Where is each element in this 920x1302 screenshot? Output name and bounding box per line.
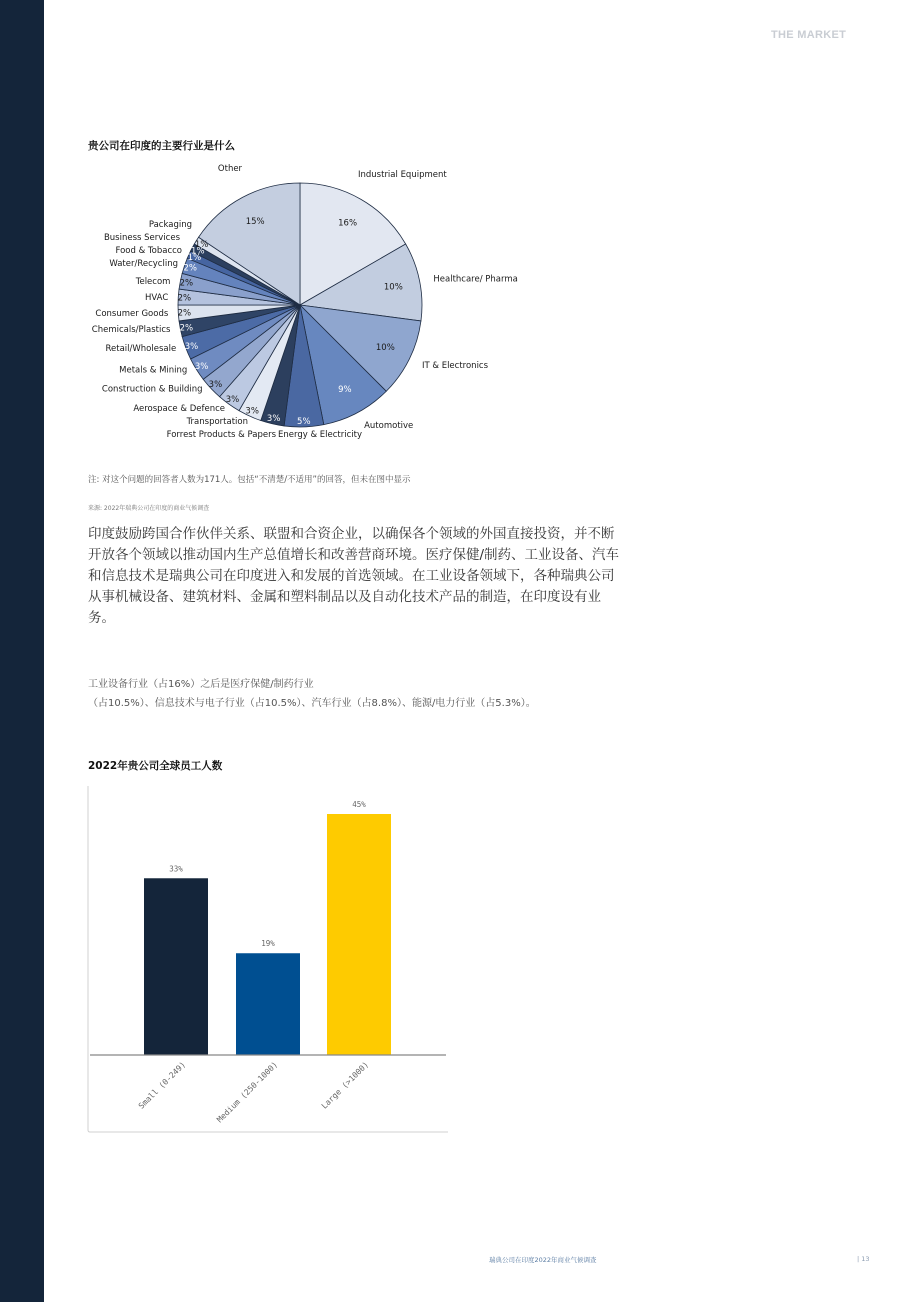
pie-value-label: 2% — [183, 263, 198, 274]
pie-value-label: 2% — [179, 323, 194, 334]
bar-chart — [86, 786, 450, 1136]
pie-chart-source: 来源: 2022年瑞典公司在印度的商业气候调查 — [88, 505, 210, 512]
bar-medium-250-1000 — [236, 953, 300, 1055]
sidebar-band — [0, 0, 44, 1302]
pie-value-label: 16% — [338, 218, 358, 229]
pie-category-label: Aerospace & Defence — [133, 404, 225, 414]
bar-value-label: 19% — [261, 939, 275, 949]
bar-value-label: 45% — [352, 800, 366, 809]
footer-text: 瑞典公司在印度2022年商业气候调查 — [489, 1256, 597, 1264]
pie-value-label: 3% — [194, 362, 209, 373]
body-paragraph: 印度鼓励跨国合作伙伴关系、联盟和合资企业，以确保各个领域的外国直接投资，并不断开放各个领域以推动国内生产总值增长和改善营商环境。医疗保健/制药、工业设备、汽车和信息技术是瑞典公司在印度进入和发展的首选领域。在工业设备领域下，各种瑞典公司从事机械设备、建筑材料、金属和塑料制品以及自动化技术产品的制造，在印度设有业务。 — [88, 526, 620, 626]
pie-value-label: 10% — [383, 282, 403, 293]
pie-value-label: 15% — [245, 217, 265, 228]
summary-line-2: （占10.5%）、信息技术与电子行业（占10.5%）、汽车行业（占8.8%）、能源/电力行业（占5.3%）。 — [88, 698, 536, 709]
pie-chart-note: 注: 对这个问题的回答者人数为171人。包括“不清楚/不适用”的回答，但未在图中显示 — [88, 475, 411, 485]
bar-small-0-249 — [144, 878, 208, 1055]
summary-line-1: 工业设备行业（占16%）之后是医疗保健/制药行业 — [88, 679, 314, 690]
pie-category-label: Chemicals/Plastics — [91, 324, 171, 335]
pie-value-label: 2% — [177, 293, 192, 304]
pie-category-label: Construction & Building — [101, 384, 203, 395]
pie-value-label: 2% — [177, 308, 192, 319]
page-number: | 13 — [857, 1255, 870, 1263]
pie-category-label: Other — [217, 164, 243, 174]
pie-category-label: Consumer Goods — [95, 308, 169, 319]
pie-value-label: 3% — [225, 395, 240, 406]
bar-value-label: 33% — [169, 864, 183, 874]
pie-category-label: Food & Tobacco — [115, 246, 182, 256]
pie-category-label: Transportation — [186, 417, 248, 427]
pie-category-label: HVAC — [145, 293, 169, 304]
bar-category-label: Medium (250-1000) — [215, 1060, 280, 1125]
pie-value-label: 5% — [297, 416, 311, 427]
pie-category-label: Business Services — [103, 233, 180, 243]
pie-value-label: 10% — [375, 343, 395, 354]
pie-value-label: 1% — [187, 253, 202, 264]
pie-value-label: 1% — [191, 246, 205, 257]
pie-chart-title: 贵公司在印度的主要行业是什么 — [88, 140, 235, 152]
bar-large-1000 — [327, 814, 391, 1055]
pie-category-label: Forrest Products & Papers — [166, 430, 276, 440]
pie-value-label: 3% — [266, 413, 281, 424]
pie-value-label: 3% — [208, 380, 223, 391]
pie-value-label: 3% — [184, 341, 199, 352]
pie-category-label: Healthcare/ Pharma — [433, 274, 518, 285]
pie-category-label: Industrial Equipment — [358, 170, 447, 180]
bar-category-label: Small (0-249) — [136, 1060, 188, 1111]
pie-chart — [86, 164, 526, 452]
pie-value-label: 2% — [179, 278, 194, 289]
section-label: THE MARKET — [771, 29, 847, 41]
pie-value-label: 9% — [338, 384, 352, 395]
pie-category-label: Water/Recycling — [109, 259, 178, 269]
pie-category-label: Automotive — [364, 420, 414, 431]
pie-category-label: Energy & Electricity — [278, 430, 363, 440]
bar-chart-title: 2022年贵公司全球员工人数 — [88, 760, 223, 772]
pie-value-label: 3% — [245, 406, 259, 417]
pie-category-label: Telecom — [135, 277, 171, 288]
pie-category-label: Metals & Mining — [119, 365, 188, 376]
pie-category-label: Retail/Wholesale — [105, 343, 177, 354]
pie-category-label: IT & Electronics — [421, 361, 489, 372]
bar-category-label: Large (>1000) — [319, 1060, 371, 1111]
pie-category-label: Packaging — [148, 220, 192, 230]
pie-value-label: 1% — [194, 239, 209, 250]
